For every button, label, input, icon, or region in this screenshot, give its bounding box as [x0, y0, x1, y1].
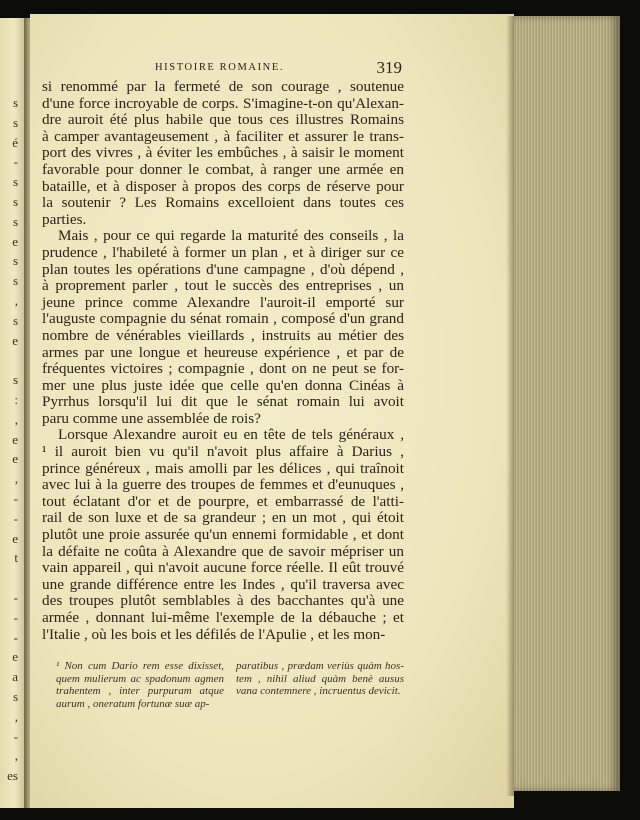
footnote-column-right [236, 660, 404, 710]
fragment-char: e [12, 649, 18, 665]
fragment-char: , [14, 708, 18, 724]
fragment-char: t [14, 550, 18, 566]
fragment-char [2, 350, 18, 370]
fragment-char: e [12, 451, 18, 467]
fragment-char: es [7, 768, 18, 784]
footnote-line: trahentem , inter purpuram atque [56, 685, 224, 698]
fragment-char: s [12, 95, 18, 110]
text-line: armée , donnant lui-même l'exemple de la débauche ; et [42, 609, 404, 626]
fragment-char: - [13, 490, 18, 506]
text-line: fréquentes victoires ; compagnie , dont on ne peut se for- [42, 360, 404, 378]
text-line: une grande différence entre les Indes , qu'il traversa avec [42, 575, 404, 593]
fragment-char: a [12, 669, 18, 685]
paragraph [42, 427, 404, 643]
fragment-char: s [12, 213, 18, 229]
text-line: à proprement parler , tout le succès des entreprises , un [42, 277, 404, 295]
text-line: à camper avantageusement , à faciliter et assurer le trans- [42, 127, 404, 145]
fragment-char: s [12, 193, 18, 209]
fragment-char: , [14, 471, 18, 487]
fragment-char: : [14, 391, 18, 407]
text-line: la soutenir ? Les Romains excelloient dans toutes ces [42, 194, 404, 212]
footnote-line: quem mulierum ac spadonum agmen [56, 672, 224, 685]
text-line: si renommé par la fermeté de son courage , soutenue [42, 78, 404, 95]
fragment-char: - [13, 629, 18, 645]
fragment-char: e [12, 530, 18, 546]
footnote-line: ¹ Non cum Dario rem esse dixisset, [56, 660, 224, 672]
text-line: vain appareil , qui n'avoit aucune force réelle. Il eût trouvé [42, 559, 404, 577]
facing-page-text-fragments [2, 93, 18, 786]
fragment-char: - [13, 728, 18, 744]
text-line: prince généreux , mais amolli par les délices , qui traînoit [42, 459, 404, 477]
text-line: prudence , l'habileté à former un plan , et à diriger sur ce [42, 243, 404, 261]
fragment-char: , [14, 748, 18, 764]
facing-page-edge [0, 18, 24, 808]
footnote-column-left [56, 660, 224, 710]
text-line: plutôt une proie assurée qu'un ennemi formidable , et dont [42, 526, 404, 544]
text-line: Pyrrhus lorsqu'il lui dit que le sénat romain lui avoit [42, 393, 404, 411]
text-line: la défaite ne coûta à Alexandre que de savoir mépriser un [42, 542, 404, 560]
text-line: avec lui à la guerre des troupes de femmes et d'eunuques , [42, 476, 404, 494]
paragraph [42, 228, 404, 427]
text-line: rail de son luxe et de sa grandeur ; en un mot , qui étoit [42, 509, 404, 527]
text-line: l'auguste compagnie du sénat romain , composé d'un grand [42, 310, 404, 328]
fragment-char: e [12, 431, 18, 447]
footnote-line: vana contemnere , incruentus devicit. [236, 685, 401, 698]
text-line: dre auroit été plus habile que tous ces illustres Romains [42, 111, 404, 129]
page-header [40, 58, 402, 78]
fragment-char: - [13, 589, 18, 605]
fragment-char: - [13, 154, 18, 170]
fragment-char: e [12, 332, 18, 348]
footnote [56, 660, 416, 710]
fragment-char [2, 568, 18, 588]
footnote-line: aurum , oneratum fortunæ suæ ap- [56, 697, 210, 710]
fragment-char: s [12, 174, 18, 190]
text-line: armes par une longue et heureuse expérience , et par de [42, 343, 404, 361]
fragment-char: s [12, 114, 18, 130]
footnote-line: paratibus , prædam veriùs quàm hos- [236, 660, 404, 672]
body-text [42, 79, 404, 643]
text-line: d'une force incroyable de corps. S'imagine-t-on qu'Alexan- [42, 94, 404, 112]
footnote-line: tem , nihil aliud quàm benè ausus [236, 672, 404, 685]
page-shadow [506, 16, 514, 796]
fragment-char: s [12, 688, 18, 704]
text-line: plan toutes les opérations d'une campagne , d'où dépend , [42, 260, 404, 278]
running-title: HISTOIRE ROMAINE. [155, 62, 285, 73]
text-line: port des vivres , à éviter les embûches , à saisir le moment [42, 144, 404, 162]
text-line: parties. [42, 210, 87, 228]
text-line: paru comme une assemblée de rois? [42, 409, 261, 427]
text-line: ¹ il auroit bien vu qu'il n'avoit plus affaire à Darius , [42, 443, 404, 461]
fragment-char: s [12, 253, 18, 269]
page-block-edges [510, 16, 620, 791]
text-line: mer une plus juste idée que celle qu'en donna Cinéas à [42, 376, 404, 394]
fragment-char: s [12, 273, 18, 289]
text-line: tout éclatant d'or et de pourpre, et embarrassé de l'atti- [42, 492, 404, 510]
text-line: jeune prince comme Alexandre l'auroit-il emporté sur [42, 293, 404, 311]
page-number: 319 [376, 58, 402, 77]
text-line: nombre de vénérables vieillards , instruits au métier des [42, 326, 404, 344]
text-line: bataille, et à disposer à propos des corps de réserve pour [42, 177, 404, 195]
text-line: Lorsque Alexandre auroit eu en tête de tels généraux , [58, 426, 404, 444]
fragment-char: s [12, 372, 18, 388]
text-line: Mais , pour ce qui regarde la maturité des conseils , la [58, 227, 404, 245]
fragment-char: - [13, 510, 18, 526]
fragment-char: e [12, 233, 18, 249]
text-line: l'Italie , où les bois et les défilés de l'Apulie , et les mon- [42, 625, 386, 643]
fragment-char: é [12, 134, 18, 150]
fragment-char: , [14, 292, 18, 308]
fragment-char: , [14, 411, 18, 427]
text-line: favorable pour donner le combat, à ranger une armée en [42, 160, 404, 178]
fragment-char: - [13, 609, 18, 625]
paragraph [42, 79, 404, 228]
text-line: des troupes plutôt semblables à des bacchantes qu'à une [42, 592, 404, 610]
fragment-char: s [12, 312, 18, 328]
